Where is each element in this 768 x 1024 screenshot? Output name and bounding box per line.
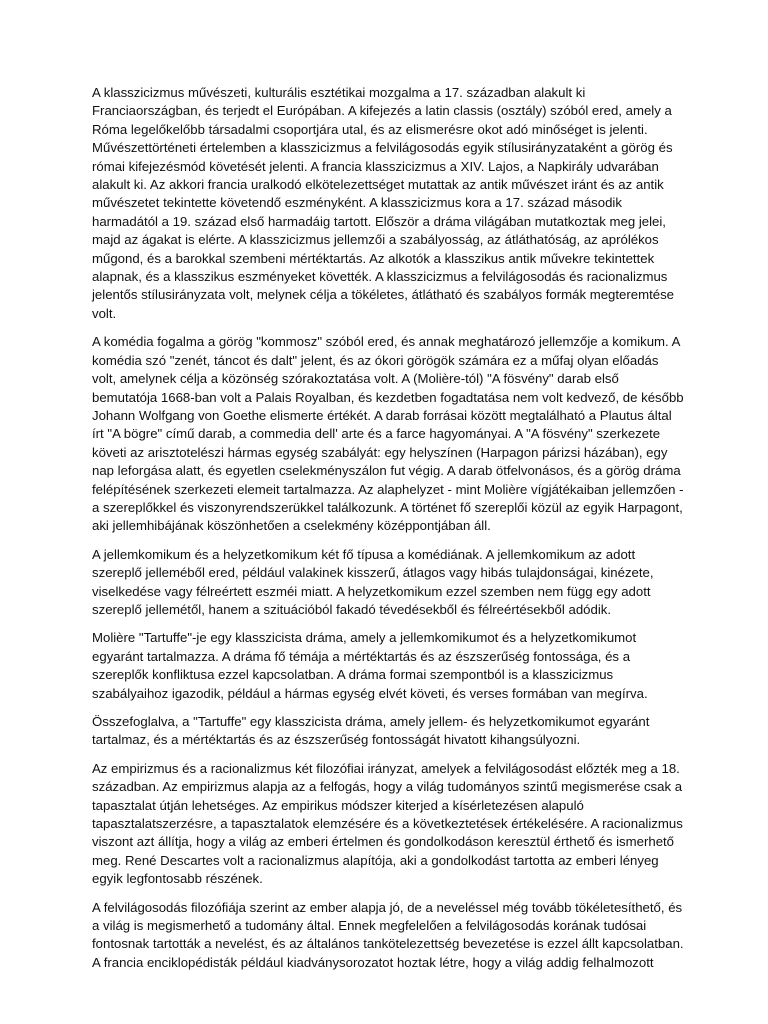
- paragraph-enlightenment: A felvilágosodás filozófiája szerint az ember alapja jó, de a neveléssel még tovább tökéletesíthető, és a világ is megismerhető a tudomány által. Ennek megfelelően a felvilágosodás korának tudósai fontosnak tartották a nevelést, és az általános tankötelezettség bevezetése is ezzel állt kapcsolatban. A francia enciklopédisták például kiadványsorozatot hoztak létre, hogy a világ addig felhalmozott: [92, 899, 684, 970]
- paragraph-classicism: A klasszicizmus művészeti, kulturális esztétikai mozgalma a 17. században alakult ki Franciaországban, és terjedt el Európában. A kifejezés a latin classis (osztály) szóból ered, amely a Róma legelőkelőbb társadalmi csoportjára utal, és az elismerésre okot adó minőséget is jelenti. Művészettörténeti értelemben a klasszicizmus a felvilágosodás egyik stílusirányzataként a görög és római kifejezésmód követését jelenti. A francia klasszicizmus a XIV. Lajos, a Napkirály udvarában alakult ki. Az akkori francia uralkodó elkötelezettséget mutattak az antik művészet iránt és az antik művészetet tekintette követendő eszményként. A klasszicizmus kora a 17. század második harmadától a 19. század első harmadáig tartott. Először a dráma világában mutatkoztak meg jelei, majd az ágakat is elérte. A klasszicizmus jellemzői a szabályosság, az átláthatóság, az aprólékos műgond, és a barokkal szembeni mértéktartás. Az alkotók a klasszikus antik művekre tekintettek alapnak, és a klasszikus eszményeket követték. A klasszicizmus a felvilágosodás és racionalizmus jelentős stílusirányzata volt, melynek célja a tökéletes, átlátható és szabályos formák megteremtése volt.: [92, 85, 674, 321]
- paragraph-comic-types: A jellemkomikum és a helyzetkomikum két fő típusa a komédiának. A jellemkomikum az adott szereplő jelleméből ered, például valakinek kisszerű, átlagos vagy hibás tulajdonságai, kinézete, viselkedése vagy félreértett eszméi miatt. A helyzetkomikum ezzel szemben nem függ egy adott szereplő jellemétől, hanem a szituációból fakadó tévedésekből és félreértésekből adódik.: [92, 546, 654, 617]
- paragraph-tartuffe: Molière "Tartuffe"-je egy klasszicista dráma, amely a jellemkomikumot és a helyzetkomikumot egyaránt tartalmazza. A dráma fő témája a mértéktartás és az észszerűség fontossága, és a szereplők konfliktusa ezzel kapcsolatban. A dráma formai szempontból is a klasszicizmus szabályaihoz igazodik, például a hármas egység elvét követi, és verses formában van megírva.: [92, 630, 648, 701]
- paragraph-summary: Összefoglalva, a "Tartuffe" egy klasszicista dráma, amely jellem- és helyzetkomikumot egyaránt tartalmaz, és a mértéktartás és az észszerűség fontosságát hivatott kihangsúlyozni.: [92, 714, 650, 748]
- document-page: [92, 84, 684, 982]
- paragraph-comedy: A komédia fogalma a görög "kommosz" szóból ered, és annak meghatározó jellemzője a komikum. A komédia szó "zenét, táncot és dalt" jelent, és az ókori görögök számára ez a műfaj olyan előadás volt, amelynek célja a közönség szórakoztatása volt. A (Molière-tól) "A fösvény" darab első bemutatója 1668-ban volt a Palais Royalban, és kezdetben fogadtatása nem volt kedvező, de később Johann Wolfgang von Goethe elismerte értékét. A darab forrásai között megtalálható a Plautus által írt "A bögre" című darab, a commedia dell' arte és a farce hagyományai. A "A fösvény" szerkezete követi az arisztotelészi hármas egység szabályát: egy helyszínen (Harpagon párizsi házában), egy nap leforgása alatt, és egyetlen cselekményszálon fut végig. A darab ötfelvonásos, és a görög dráma felépítésének szerkezeti elemeit tartalmazza. Az alaphelyzet - mint Molière vígjátékaiban jellemzően - a szereplőkkel és viszonyrendszerükkel találkozunk. A történet fő szereplői közül az egyik Harpagont, aki jellemhibájának köszönhetően a cselekmény középpontjában áll.: [92, 334, 684, 534]
- paragraph-empiricism-rationalism: Az empirizmus és a racionalizmus két filozófiai irányzat, amelyek a felvilágosodást előzték meg a 18. században. Az empirizmus alapja az a felfogás, hogy a világ tudományos szintű megismerése csak a tapasztalat útján lehetséges. Az empirikus módszer kiterjed a kísérletezésen alapuló tapasztalatszerzésre, a tapasztalatok elemzésére és a következtetések értékelésére. A racionalizmus viszont azt állítja, hogy a világ az emberi értelmen és gondolkodáson keresztül érthető és ismerhető meg. René Descartes volt a racionalizmus alapítója, aki a gondolkodást tartotta az emberi lényeg egyik legfontosabb részének.: [92, 760, 683, 887]
